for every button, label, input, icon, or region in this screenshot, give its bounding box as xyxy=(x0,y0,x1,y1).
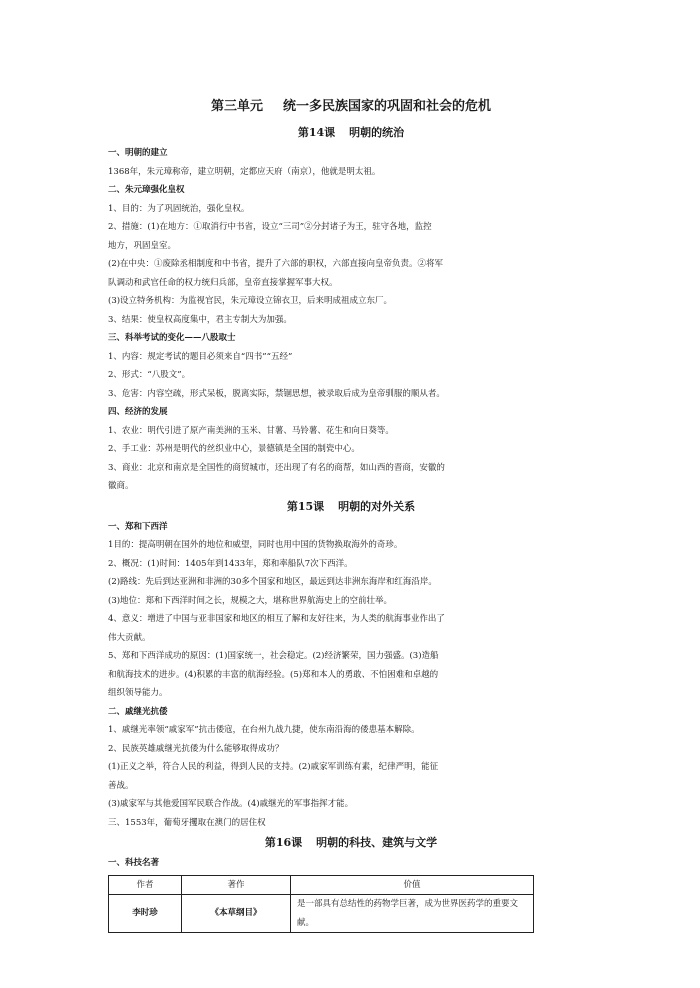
works-table xyxy=(108,875,534,934)
paragraph: 地方，巩固皇室。 xyxy=(108,240,177,251)
cell-author: 李时珍 xyxy=(109,895,182,933)
section-heading: 四、经济的发展 xyxy=(108,407,168,417)
paragraph: 组织领导能力。 xyxy=(108,688,168,698)
column-header-work: 著作 xyxy=(182,875,291,895)
paragraph: 三、1553年，葡萄牙攫取在澳门的居住权 xyxy=(108,817,266,828)
section-heading: 三、科举考试的变化——八股取士 xyxy=(108,333,236,343)
paragraph: 1、戚继光率领“戚家军”抗击倭寇，在台州九战九捷，使东南沿海的倭患基本解除。 xyxy=(108,725,420,735)
paragraph: 善战。 xyxy=(108,780,134,791)
paragraph: 伟大贡献。 xyxy=(108,632,151,643)
paragraph: 2、概况：(1)时间：1405年到1433年，郑和率船队7次下西洋。 xyxy=(108,558,353,569)
paragraph: 1目的：提高明朝在国外的地位和威望，同时也用中国的货物换取海外的奇珍。 xyxy=(108,540,403,550)
paragraph: 和航海技术的进步。(4)积累的丰富的航海经验。(5)郑和本人的勇敢、不怕困难和卓越的 xyxy=(108,669,439,680)
table-row xyxy=(109,895,534,933)
paragraph: 2、措施：(1)在地方：①取消行中书省，设立“三司”②分封诸子为王，驻守各地，监控 xyxy=(108,222,432,232)
paragraph: (2)在中央：①废除丞相制度和中书省，提升了六部的职权，六部直接向皇帝负责。②将军 xyxy=(108,259,444,269)
lesson-15-title: 第15课 明朝的对外关系 xyxy=(286,499,416,513)
column-header-value: 价值 xyxy=(291,875,534,895)
section-heading: 二、戚继光抗倭 xyxy=(108,706,168,717)
paragraph: 队调动和武官任命的权力统归兵部，皇帝直接掌握军事大权。 xyxy=(108,277,338,288)
unit-title: 第三单元 统一多民族国家的巩固和社会的危机 xyxy=(210,99,492,114)
cell-work: 《本草纲目》 xyxy=(182,895,291,933)
paragraph: (3)戚家军与其他爱国军民联合作战。(4)戚继光的军事指挥才能。 xyxy=(108,799,354,809)
lesson-16-title: 第16课 明朝的科技、建筑与文学 xyxy=(264,836,438,849)
paragraph: (3)设立特务机构：为监视官民，朱元璋设立锦衣卫，后来明成祖成立东厂。 xyxy=(108,296,393,306)
paragraph: 1、内容：规定考试的题目必须来自“四书”“五经” xyxy=(108,351,293,362)
paragraph: 2、手工业：苏州是明代的丝织业中心，景德镇是全国的制瓷中心。 xyxy=(108,444,360,454)
paragraph: 2、民族英雄戚继光抗倭为什么能够取得成功？ xyxy=(108,743,284,754)
paragraph: 1、目的：为了巩固统治，强化皇权。 xyxy=(108,203,250,214)
paragraph: (1)正义之举，符合人民的利益，得到人民的支持。(2)戚家军训练有素，纪律严明，能征 xyxy=(108,762,439,772)
document-body xyxy=(108,92,594,933)
paragraph: (2)路线：先后到达亚洲和非洲的30多个国家和地区，最远到达非洲东海岸和红海沿岸。 xyxy=(108,577,437,587)
paragraph: 3、商业：北京和南京是全国性的商贸城市，还出现了有名的商帮，如山西的晋商，安徽的 xyxy=(108,462,445,473)
lesson-14-title: 第14课 明朝的统治 xyxy=(297,126,405,139)
paragraph: 1、农业：明代引进了原产南美洲的玉米、甘薯、马铃薯、花生和向日葵等。 xyxy=(108,425,394,436)
section-heading: 一、郑和下西洋 xyxy=(108,521,168,532)
paragraph: 5、郑和下西洋成功的原因：(1)国家统一，社会稳定。(2)经济繁荣，国力强盛。(3)造船 xyxy=(108,651,439,661)
paragraph: (3)地位：郑和下西洋时间之长，规模之大，堪称世界航海史上的空前壮举。 xyxy=(108,595,393,606)
section-heading: 二、朱元璋强化皇权 xyxy=(108,185,185,195)
cell-value: 是一部具有总结性的药物学巨著，成为世界医药学的重要文献。 xyxy=(291,895,534,933)
section-heading: 一、科技名著 xyxy=(108,858,160,868)
table-header-row xyxy=(109,875,534,895)
section-heading: 一、明朝的建立 xyxy=(108,148,168,158)
paragraph: 2、形式：“八股文”。 xyxy=(108,370,191,380)
paragraph: 3、危害：内容空疏，形式呆板，脱离实际，禁锢思想，被录取后成为皇帝驯服的顺从者。 xyxy=(108,388,445,399)
paragraph: 1368年，朱元璋称帝，建立明朝，定都应天府（南京），他就是明太祖。 xyxy=(108,166,381,177)
column-header-author: 作者 xyxy=(109,875,182,895)
paragraph: 徽商。 xyxy=(108,481,134,491)
paragraph: 3、结果：使皇权高度集中，君主专制大为加强。 xyxy=(108,314,292,325)
paragraph: 4、意义：增进了中国与亚非国家和地区的相互了解和友好往来，为人类的航海事业作出了 xyxy=(108,614,445,624)
